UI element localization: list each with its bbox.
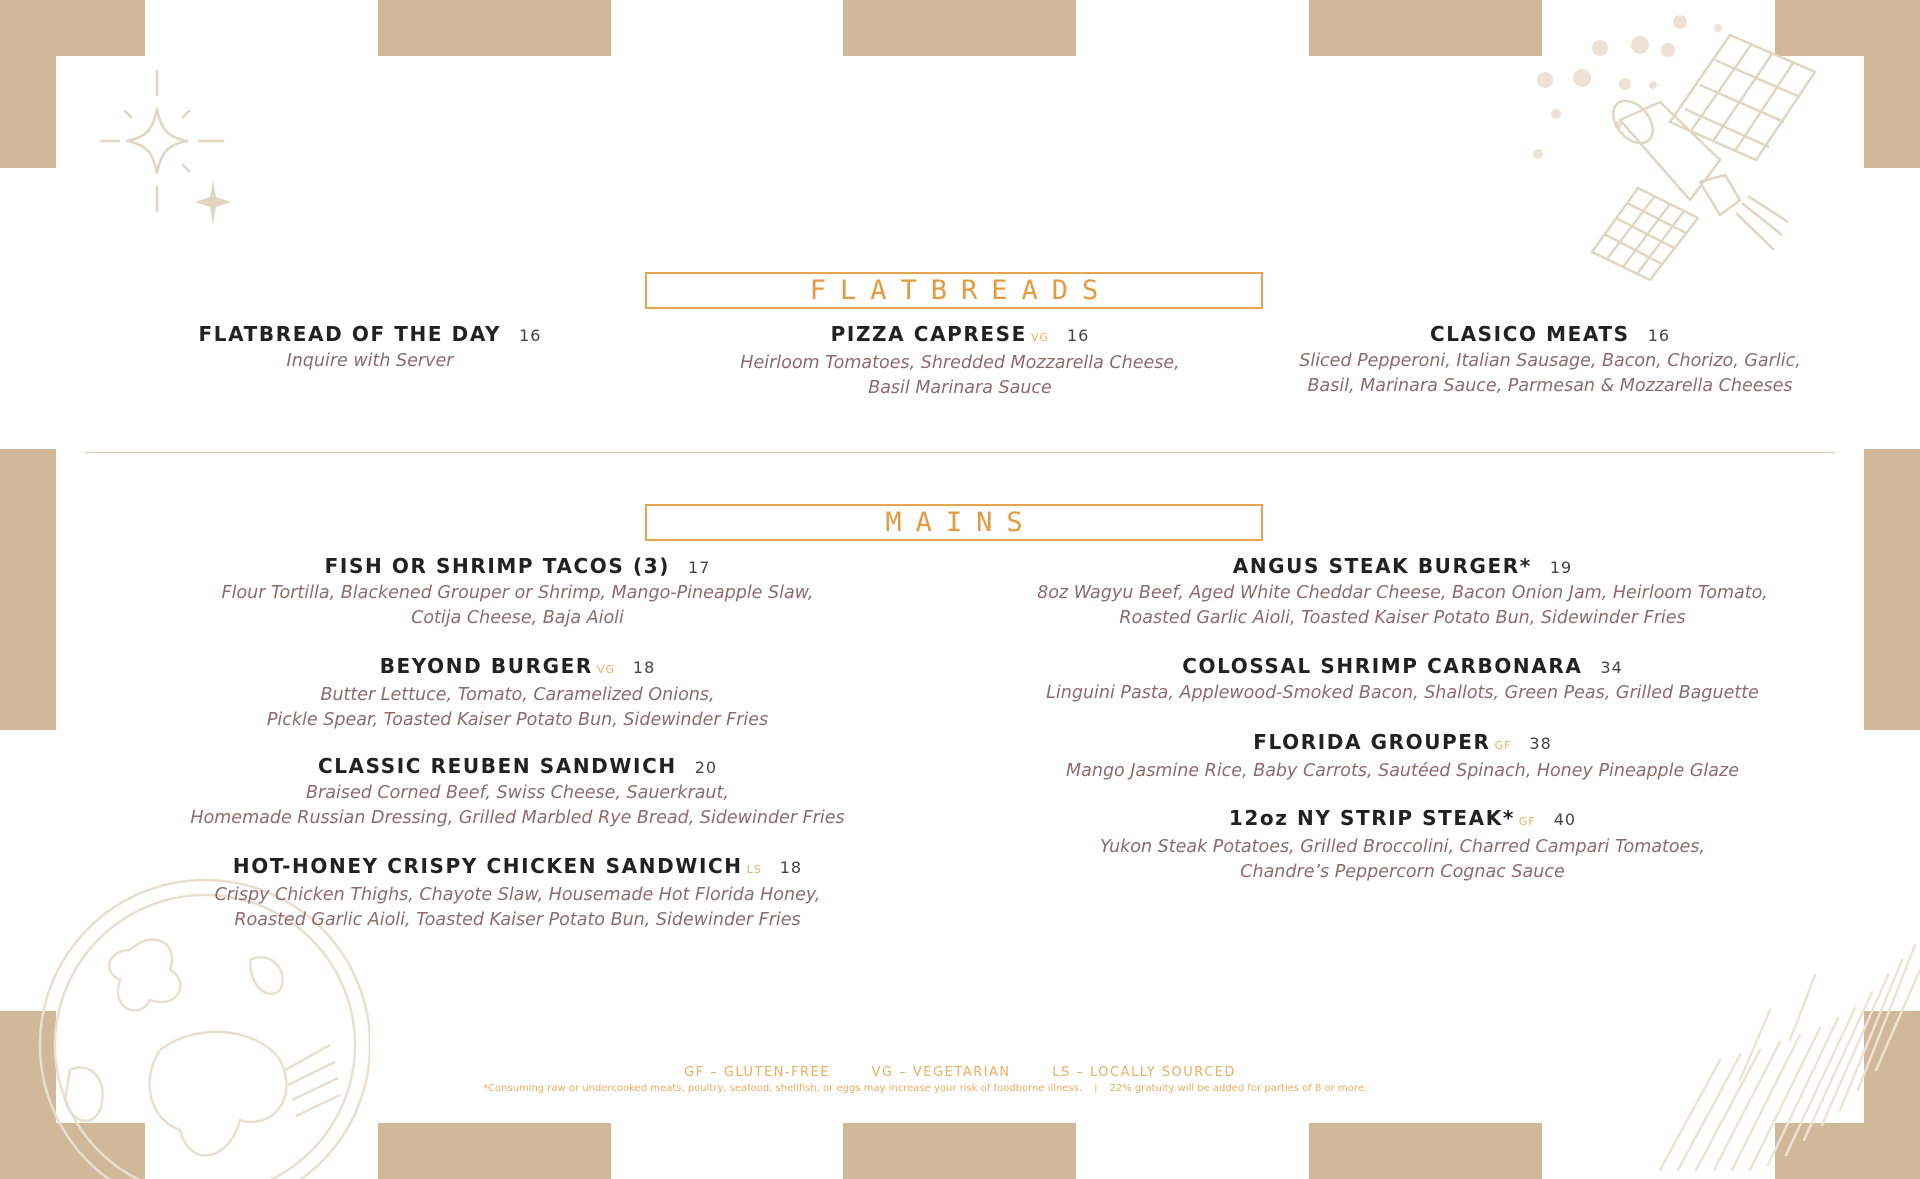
dietary-legend xyxy=(0,1065,1920,1080)
menu-item xyxy=(160,853,875,932)
item-name: PIZZA CAPRESE xyxy=(830,322,1027,346)
item-price: 19 xyxy=(1549,558,1573,577)
item-name: FLORIDA GROUPER xyxy=(1253,730,1491,754)
item-description: Yukon Steak Potatoes, Grilled Broccolini, Charred Campari Tomatoes, xyxy=(1099,837,1705,857)
item-price: 20 xyxy=(694,758,718,777)
mains-header xyxy=(645,504,1263,541)
item-name: ANGUS STEAK BURGER* xyxy=(1232,554,1532,578)
flatbreads-header xyxy=(645,272,1263,309)
item-description: Sliced Pepperoni, Italian Sausage, Bacon, Chorizo, Garlic, xyxy=(1299,351,1801,371)
vegetarian-tag: VG xyxy=(596,663,615,676)
item-description: Butter Lettuce, Tomato, Caramelized Onions, xyxy=(320,685,715,705)
satellite-icon xyxy=(1520,10,1830,320)
item-description: Roasted Garlic Aioli, Toasted Kaiser Potato Bun, Sidewinder Fries xyxy=(1119,607,1686,628)
item-description: Chandre’s Peppercorn Cognac Sauce xyxy=(1240,861,1565,882)
frame-top-right-corner-side xyxy=(1864,0,1920,168)
vegetarian-tag: VG xyxy=(1030,331,1049,344)
item-price: 40 xyxy=(1553,810,1577,829)
frame-top-block xyxy=(1309,0,1542,56)
legend-vegetarian: VG – VEGETARIAN xyxy=(871,1065,1011,1080)
menu-item xyxy=(140,321,600,374)
sparkle-stars-icon xyxy=(95,65,245,235)
frame-bottom-block xyxy=(378,1123,611,1179)
menu-item xyxy=(1000,805,1805,884)
item-name: BEYOND BURGER xyxy=(379,654,593,678)
legend-gluten-free: GF – GLUTEN-FREE xyxy=(684,1065,831,1080)
flatbreads-title: FLATBREADS xyxy=(809,275,1113,306)
item-name: 12oz NY STRIP STEAK* xyxy=(1228,806,1515,830)
menu-item xyxy=(1000,729,1805,784)
item-price: 34 xyxy=(1600,658,1623,677)
item-description: Inquire with Server xyxy=(286,351,454,371)
item-description: Cotija Cheese, Baja Aioli xyxy=(411,607,624,628)
menu-item xyxy=(1270,321,1830,398)
item-description: Pickle Spear, Toasted Kaiser Potato Bun, Sidewinder Fries xyxy=(266,709,769,730)
item-name: CLASSIC REUBEN SANDWICH xyxy=(317,754,677,778)
legend-locally-sourced: LS – LOCALLY SOURCED xyxy=(1052,1065,1236,1080)
frame-top-block xyxy=(378,0,611,56)
item-description: Crispy Chicken Thighs, Chayote Slaw, Housemade Hot Florida Honey, xyxy=(214,885,821,905)
item-description: 8oz Wagyu Beef, Aged White Cheddar Cheese, Bacon Onion Jam, Heirloom Tomato, xyxy=(1037,583,1768,603)
item-price: 16 xyxy=(1067,326,1090,345)
gluten-free-tag: GF xyxy=(1494,739,1512,752)
menu-item xyxy=(700,321,1220,400)
item-description: Basil Marinara Sauce xyxy=(868,377,1052,398)
frame-left-middle-block xyxy=(0,449,56,730)
item-price: 18 xyxy=(779,858,803,877)
mains-title: MAINS xyxy=(885,507,1037,538)
menu-item xyxy=(1000,553,1805,630)
menu-item xyxy=(1000,653,1805,706)
item-price: 16 xyxy=(1647,326,1671,345)
item-description: Homemade Russian Dressing, Grilled Marbled Rye Bread, Sidewinder Fries xyxy=(190,807,845,828)
frame-bottom-block xyxy=(843,1123,1076,1179)
gluten-free-tag: GF xyxy=(1518,815,1536,828)
item-price: 38 xyxy=(1529,734,1552,753)
disclaimer-separator: | xyxy=(1094,1083,1098,1094)
frame-top-block xyxy=(843,0,1076,56)
frame-bottom-block xyxy=(1309,1123,1542,1179)
consumer-warning: *Consuming raw or undercooked meats, poultry, seafood, shellfish, or eggs may increase your risk of foodborne illness. xyxy=(482,1083,1083,1094)
gratuity-notice: 22% gratuity will be added for parties of 8 or more. xyxy=(1109,1083,1368,1094)
item-name: CLASICO MEATS xyxy=(1429,322,1630,346)
item-name: COLOSSAL SHRIMP CARBONARA xyxy=(1182,654,1583,678)
section-divider xyxy=(85,452,1835,453)
hatching-decoration xyxy=(1640,930,1920,1179)
item-name: HOT-HONEY CRISPY CHICKEN SANDWICH xyxy=(232,854,743,878)
item-name: FLATBREAD OF THE DAY xyxy=(198,322,502,346)
frame-top-left-corner-side xyxy=(0,0,56,168)
locally-sourced-tag: LS xyxy=(746,863,762,876)
item-description: Linguini Pasta, Applewood-Smoked Bacon, Shallots, Green Peas, Grilled Baguette xyxy=(1046,683,1759,703)
item-price: 16 xyxy=(519,326,542,345)
item-description: Basil, Marinara Sauce, Parmesan & Mozzarella Cheeses xyxy=(1307,375,1793,396)
menu-item xyxy=(160,653,875,732)
item-name: FISH OR SHRIMP TACOS (3) xyxy=(324,554,670,578)
item-description: Braised Corned Beef, Swiss Cheese, Sauerkraut, xyxy=(306,783,729,803)
menu-item xyxy=(160,553,875,630)
item-price: 18 xyxy=(632,658,656,677)
item-description: Heirloom Tomatoes, Shredded Mozzarella Cheese, xyxy=(740,353,1180,373)
menu-item xyxy=(160,753,875,830)
item-description: Flour Tortilla, Blackened Grouper or Shrimp, Mango-Pineapple Slaw, xyxy=(221,583,814,603)
item-price: 17 xyxy=(687,558,711,577)
item-description: Mango Jasmine Rice, Baby Carrots, Sautéed Spinach, Honey Pineapple Glaze xyxy=(1066,761,1739,781)
item-description: Roasted Garlic Aioli, Toasted Kaiser Potato Bun, Sidewinder Fries xyxy=(234,909,801,930)
frame-right-middle-block xyxy=(1864,449,1920,730)
disclaimer xyxy=(0,1083,1850,1094)
